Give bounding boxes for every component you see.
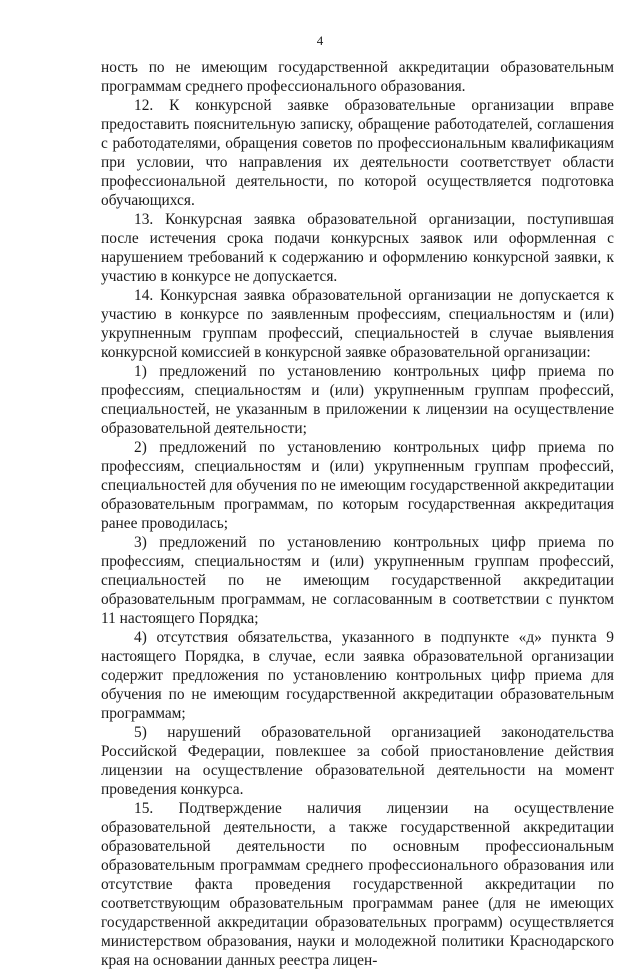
paragraph: 1) предложений по установлению контрольных цифр приема по профессиям, специальностям и (или) укрупненным группам профессий, специальностей, не указанным в приложении к лицензии на осуществление образовательной деятельности;	[101, 363, 614, 437]
paragraph: 4) отсутствия обязательства, указанного в подпункте «д» пункта 9 настоящего Порядка, в случае, если заявка образовательной организации содержит предложения по установлению контрольных цифр приема для обучения по не имеющим государственной аккредитации образовательным программам;	[101, 629, 614, 722]
paragraph: ность по не имеющим государственной аккредитации образовательным программам среднего профессионального образования.	[101, 59, 614, 95]
paragraph: 12. К конкурсной заявке образовательные организации вправе предоставить пояснительную записку, обращение работодателей, соглашения с работодателями, обращения советов по профессиональным квалификациям при условии, что направления их деятельности соответствует области профессиональной деятельности, по которой осуществляется подготовка обучающихся.	[101, 97, 614, 209]
page-number: 4	[316, 33, 324, 48]
document-body	[101, 58, 614, 970]
paragraph: 5) нарушений образовательной организацией законодательства Российской Федерации, повлекшее за собой приостановление действия лицензии на осуществление образовательной деятельности на момент проведения конкурса.	[101, 724, 614, 798]
paragraph: 13. Конкурсная заявка образовательной организации, поступившая после истечения срока подачи конкурсных заявок или оформленная с нарушением требований к содержанию и оформлению конкурсной заявки, к участию в конкурсе не допускается.	[101, 211, 614, 285]
paragraph: 15. Подтверждение наличия лицензии на осуществление образовательной деятельности, а также государственной аккредитации образовательной деятельности по основным профессиональным образовательным программам среднего профессионального образования или отсутствие факта проведения государственной аккредитации по соответствующим образовательным программам ранее (для не имеющих государственной аккредитации образовательных программ) осуществляется министерством образования, науки и молодежной политики Краснодарского края на основании данных реестра лицен-	[101, 800, 614, 969]
paragraph: 3) предложений по установлению контрольных цифр приема по профессиям, специальностям и (или) укрупненным группам профессий, специальностей по не имеющим государственной аккредитации образовательным программам, не согласованным в соответствии с пунктом 11 настоящего Порядка;	[101, 534, 614, 627]
paragraph: 14. Конкурсная заявка образовательной организации не допускается к участию в конкурсе по заявленным профессиям, специальностям и (или) укрупненным группам профессий, специальностей в случае выявления конкурсной комиссией в конкурсной заявке образовательной организации:	[101, 287, 614, 361]
paragraph: 2) предложений по установлению контрольных цифр приема по профессиям, специальностям и (или) укрупненным группам профессий, специальностей для обучения по не имеющим государственной аккредитации образовательным программам, по которым государственная аккредитация ранее проводилась;	[101, 439, 614, 532]
